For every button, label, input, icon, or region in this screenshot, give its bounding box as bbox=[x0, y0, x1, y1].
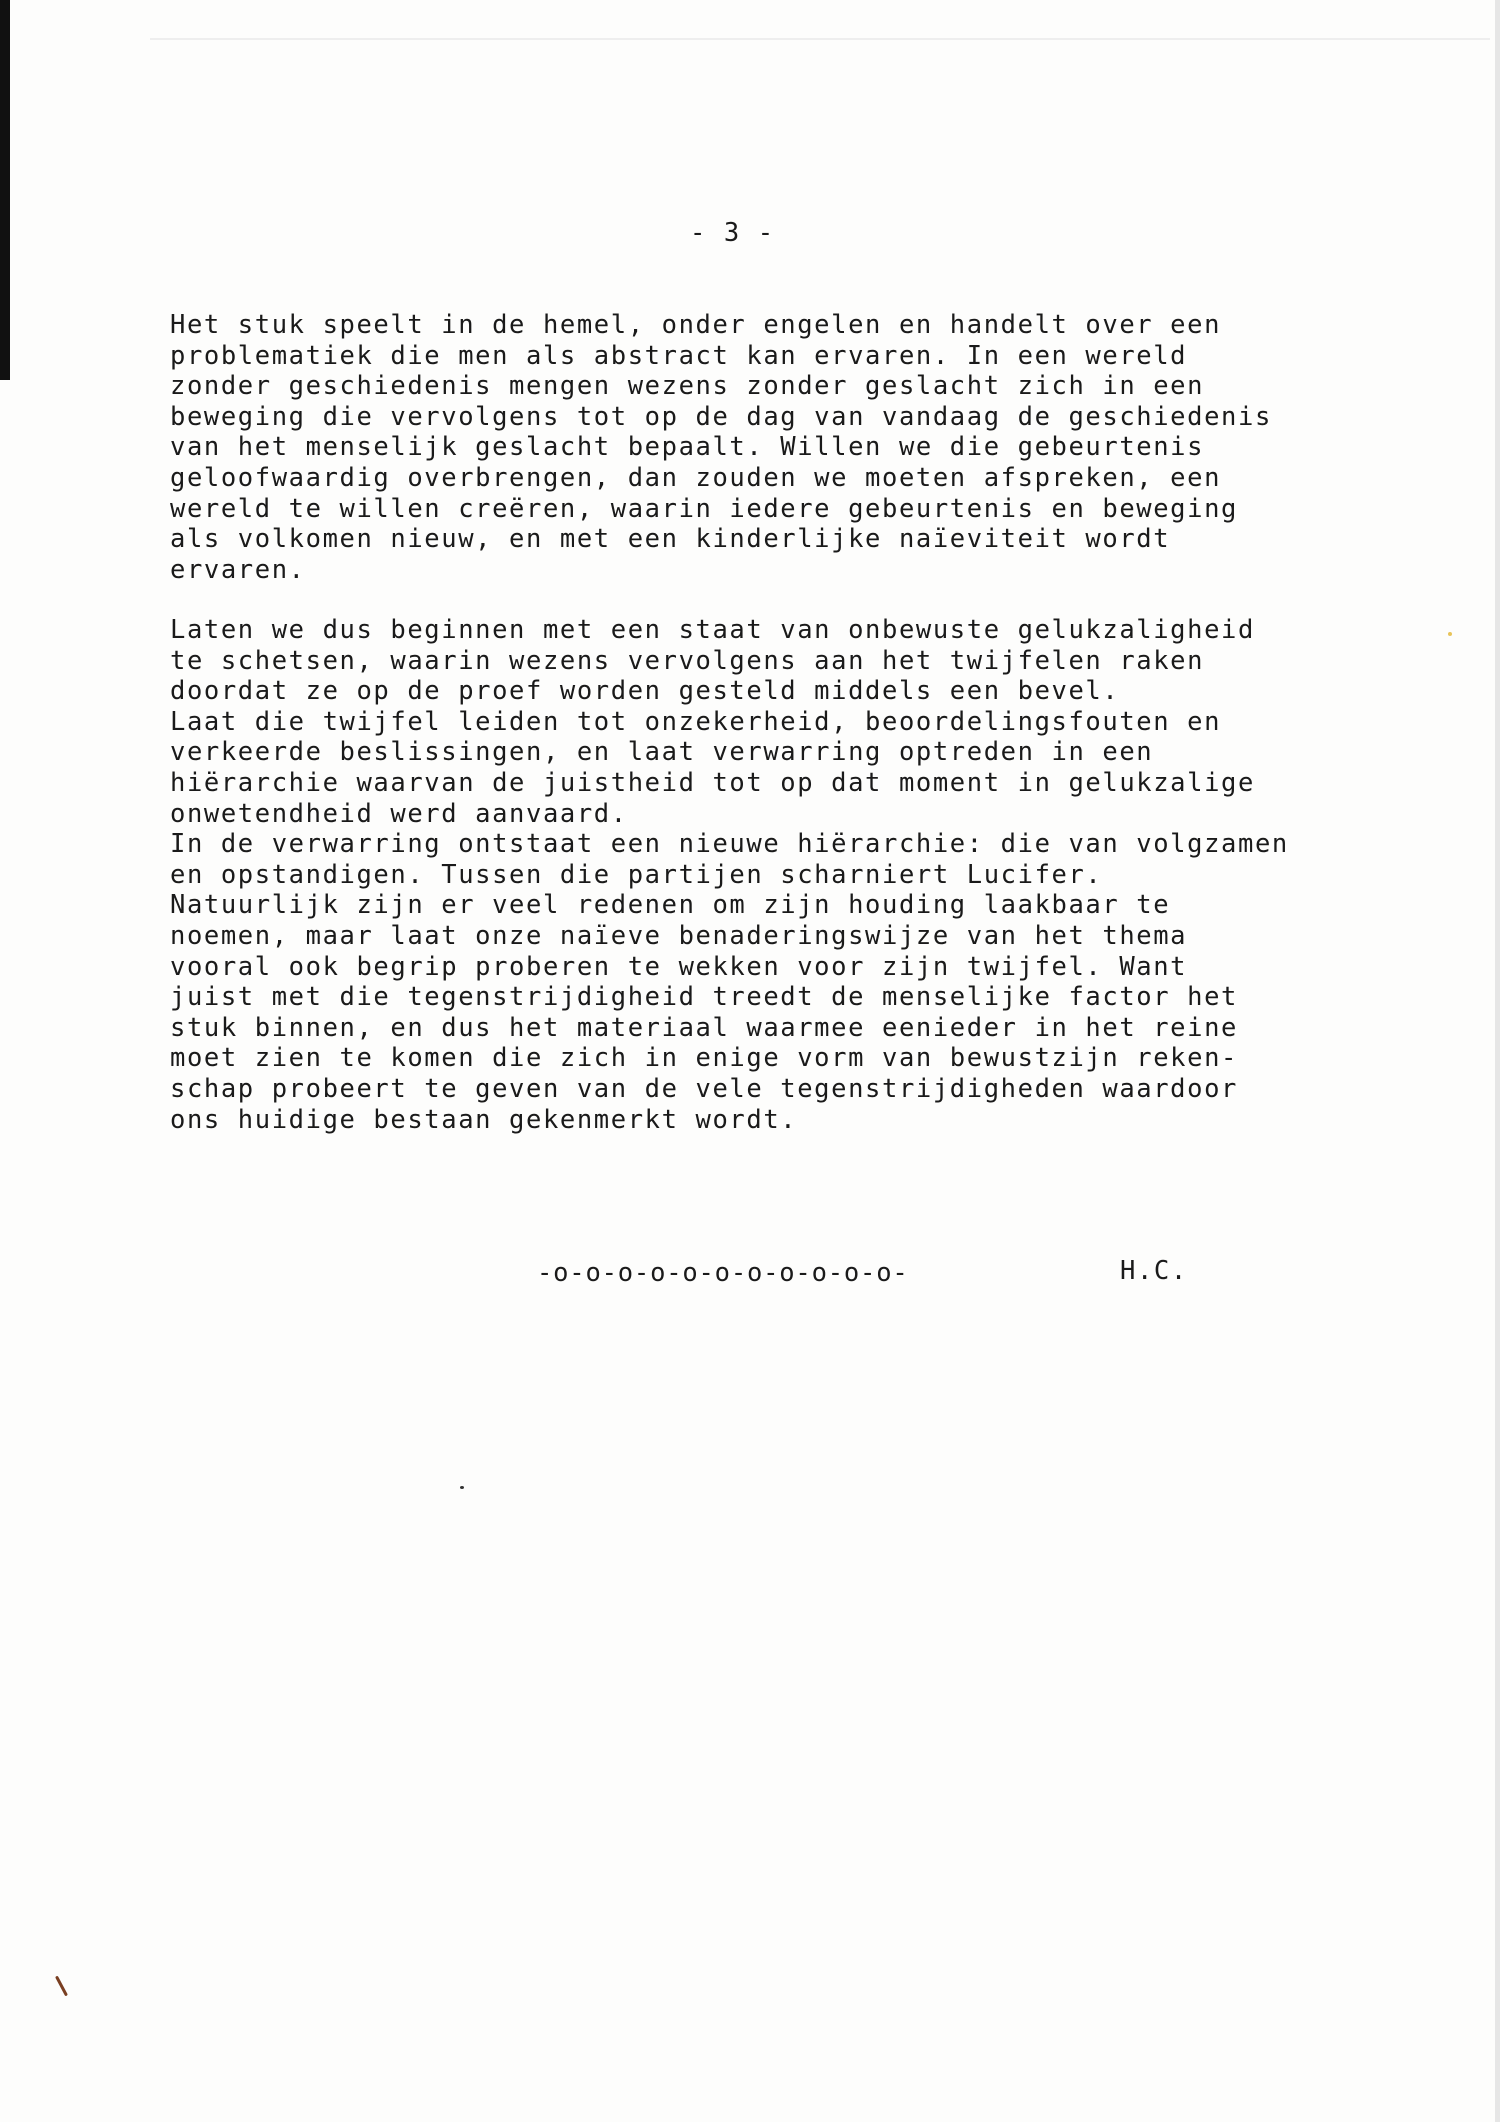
scan-border-left bbox=[0, 0, 10, 380]
text-line: noemen, maar laat onze naïeve benaderingswijze van het thema bbox=[170, 920, 1188, 951]
text-line: Natuurlijk zijn er veel redenen om zijn houding laakbaar te bbox=[170, 890, 1171, 921]
paragraph-1 bbox=[170, 310, 1410, 585]
text-line: juist met die tegenstrijdigheid treedt de menselijke factor het bbox=[170, 982, 1238, 1013]
text-line: en opstandigen. Tussen die partijen scharniert Lucifer. bbox=[170, 859, 1103, 890]
author-initials: H.C. bbox=[1120, 1256, 1188, 1286]
text-line: stuk binnen, en dus het materiaal waarmee eenieder in het reine bbox=[170, 1012, 1238, 1043]
paragraph-2 bbox=[170, 615, 1410, 1135]
text-line: Laat die twijfel leiden tot onzekerheid, beoordelingsfouten en bbox=[170, 706, 1222, 737]
text-line: te schetsen, waarin wezens vervolgens aan het twijfelen raken bbox=[170, 645, 1205, 676]
text-line: Het stuk speelt in de hemel, onder engelen en handelt over een bbox=[170, 310, 1222, 340]
text-line: Laten we dus beginnen met een staat van onbewuste gelukzaligheid bbox=[170, 615, 1255, 645]
page-fold-shadow bbox=[150, 38, 1490, 40]
text-line: zonder geschiedenis mengen wezens zonder geslacht zich in een bbox=[170, 371, 1205, 402]
section-separator: -o-o-o-o-o-o-o-o-o-o-o- bbox=[537, 1258, 909, 1288]
text-line: problematiek die men als abstract kan ervaren. In een wereld bbox=[170, 340, 1188, 371]
text-line: beweging die vervolgens tot op de dag van vandaag de geschiedenis bbox=[170, 401, 1272, 432]
text-line: schap probeert te geven van de vele tegenstrijdigheden waardoor bbox=[170, 1073, 1238, 1104]
text-line: ervaren. bbox=[170, 554, 306, 585]
text-line: geloofwaardig overbrengen, dan zouden we moeten afspreken, een bbox=[170, 462, 1222, 493]
text-line: doordat ze op de proef worden gesteld middels een bevel. bbox=[170, 676, 1120, 707]
stain-dot bbox=[1448, 632, 1452, 636]
text-line: onwetendheid werd aanvaard. bbox=[170, 798, 628, 829]
text-line: hiërarchie waarvan de juistheid tot op dat moment in gelukzalige bbox=[170, 767, 1255, 798]
text-line: ons huidige bestaan gekenmerkt wordt. bbox=[170, 1104, 798, 1135]
text-line: In de verwarring ontstaat een nieuwe hiërarchie: die van volgzamen bbox=[170, 829, 1289, 860]
text-line: moet zien te komen die zich in enige vorm van bewustzijn reken- bbox=[170, 1043, 1238, 1074]
text-line: vooral ook begrip proberen te wekken voor zijn twijfel. Want bbox=[170, 951, 1188, 982]
pen-mark bbox=[55, 1976, 68, 1997]
text-line: verkeerde beslissingen, en laat verwarring optreden in een bbox=[170, 737, 1154, 768]
text-line: wereld te willen creëren, waarin iedere gebeurtenis en beweging bbox=[170, 493, 1238, 524]
text-line: als volkomen nieuw, en met een kinderlijke naïeviteit wordt bbox=[170, 524, 1171, 555]
page-number: - 3 - bbox=[690, 218, 775, 248]
scan-border-right bbox=[1495, 0, 1500, 2122]
ink-speck bbox=[460, 1486, 464, 1489]
text-line: van het menselijk geslacht bepaalt. Willen we die gebeurtenis bbox=[170, 432, 1205, 463]
